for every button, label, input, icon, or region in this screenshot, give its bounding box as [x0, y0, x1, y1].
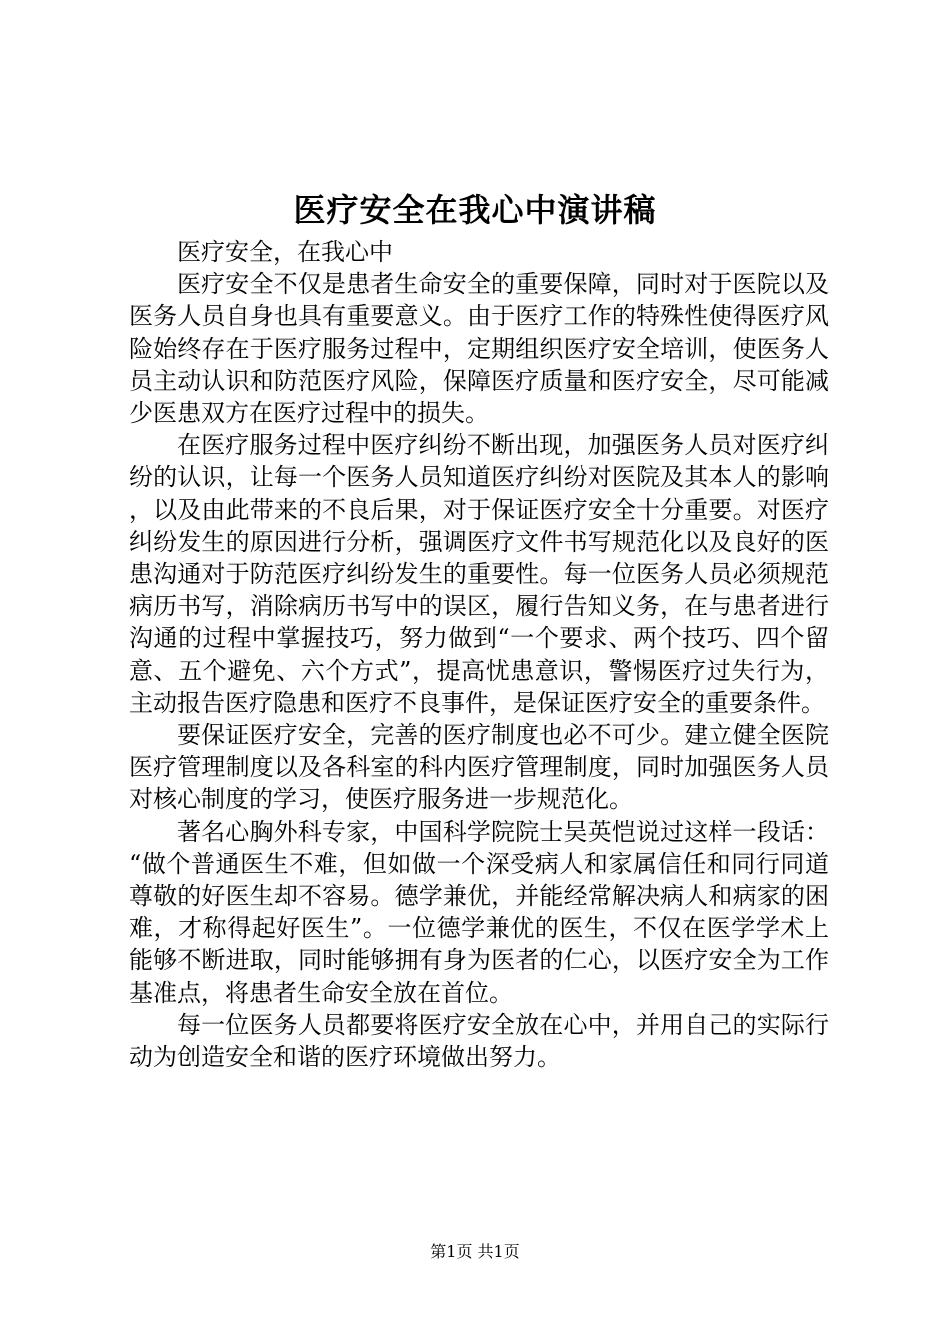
- page-number-footer: 第1页 共1页: [430, 1242, 520, 1261]
- paragraph: 著名心胸外科专家，中国科学院院士吴英恺说过这样一段话：“做个普通医生不难，但如做一个深受病人和家属信任和同行同道尊敬的好医生却不容易。德学兼优，并能经常解决病人和病家的困难，才称得起好医生”。一位德学兼优的医生，不仅在医学学术上能够不断进取，同时能够拥有身为医者的仁心，以医疗安全为工作基准点，将患者生命安全放在首位。: [129, 817, 829, 1007]
- paragraph: 在医疗服务过程中医疗纠纷不断出现，加强医务人员对医疗纠纷的认识，让每一个医务人员知道医疗纠纷对医院及其本人的影响，以及由此带来的不良后果，对于保证医疗安全十分重要。对医疗纠纷发生的原因进行分析，强调医疗文件书写规范化以及良好的医患沟通对于防范医疗纠纷发生的重要性。每一位医务人员必须规范病历书写，消除病历书写中的误区，履行告知义务，在与患者进行沟通的过程中掌握技巧，努力做到“一个要求、两个技巧、四个留意、五个避免、六个方式”，提高忧患意识，警惕医疗过失行为，主动报告医疗隐患和医疗不良事件，是保证医疗安全的重要条件。: [129, 431, 829, 717]
- document-body: [129, 236, 829, 1073]
- document-title: 医疗安全在我心中演讲稿: [293, 191, 657, 229]
- paragraph: 要保证医疗安全，完善的医疗制度也必不可少。建立健全医院医疗管理制度以及各科室的科内医疗管理制度，同时加强医务人员对核心制度的学习，使医疗服务进一步规范化。: [129, 721, 829, 814]
- paragraph-heading: 医疗安全，在我心中: [177, 238, 393, 266]
- paragraph: 每一位医务人员都要将医疗安全放在心中，并用自己的实际行动为创造安全和谐的医疗环境做出努力。: [129, 1010, 829, 1072]
- paragraph: 医疗安全不仅是患者生命安全的重要保障，同时对于医院以及医务人员自身也具有重要意义。由于医疗工作的特殊性使得医疗风险始终存在于医疗服务过程中，定期组织医疗安全培训，使医务人员主动认识和防范医疗风险，保障医疗质量和医疗安全，尽可能减少医患双方在医疗过程中的损失。: [129, 270, 829, 428]
